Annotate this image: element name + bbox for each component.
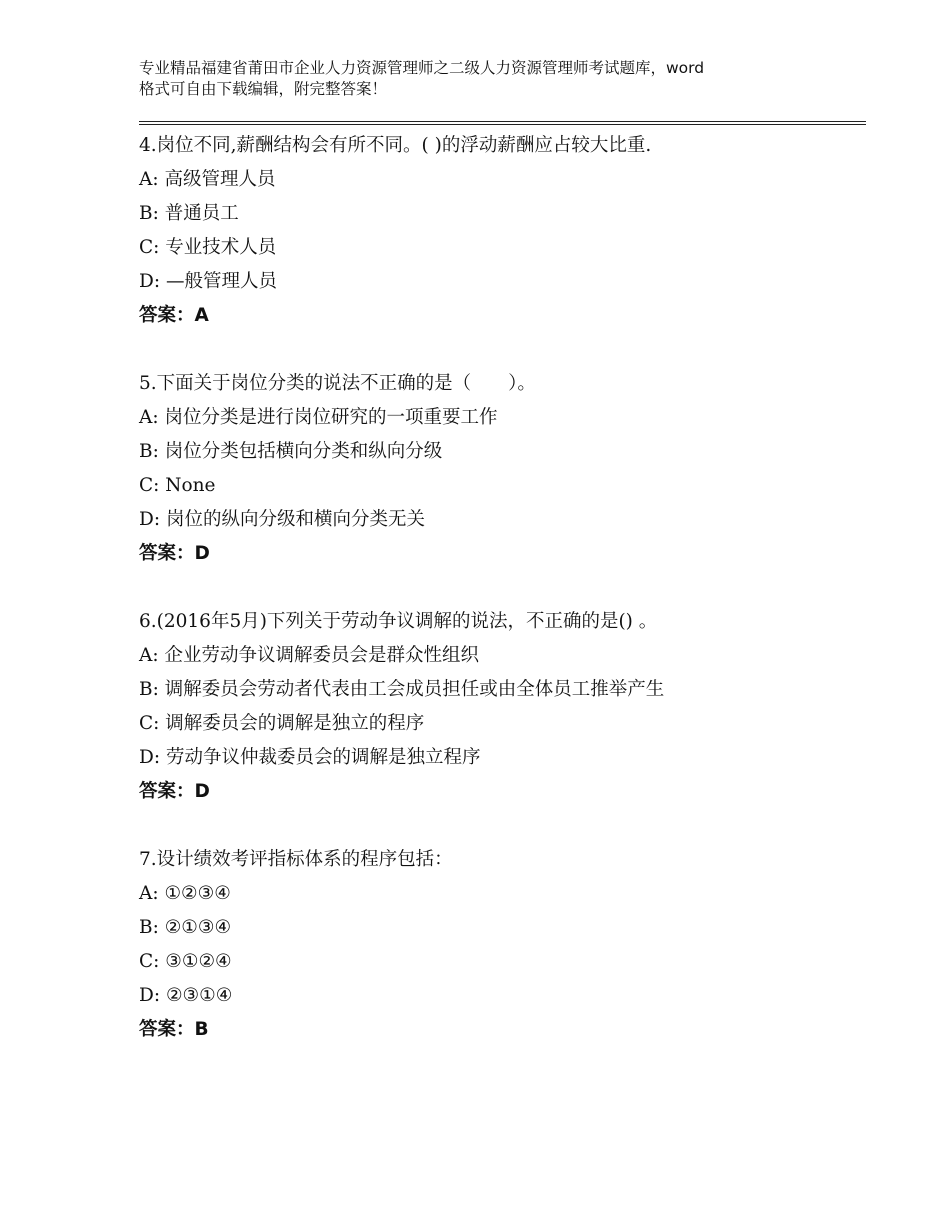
option-c: C: ③①②④ — [139, 951, 232, 972]
option-b: B: ②①③④ — [139, 917, 232, 938]
question-5 — [139, 367, 866, 571]
option-d: D: —般管理人员 — [139, 271, 277, 292]
question-stem: 7.设计绩效考评指标体系的程序包括： — [139, 849, 453, 870]
question-list — [139, 129, 866, 1081]
header-divider — [139, 121, 866, 125]
answer-line: 答案：D — [139, 543, 210, 564]
answer-line: 答案：D — [139, 781, 210, 802]
answer-line: 答案：A — [139, 305, 209, 326]
option-a: A: 企业劳动争议调解委员会是群众性组织 — [139, 645, 479, 666]
question-6 — [139, 605, 866, 809]
header-line-2: 格式可自由下载编辑，附完整答案！ — [139, 80, 388, 98]
answer-line: 答案：B — [139, 1019, 209, 1040]
question-stem: 5.下面关于岗位分类的说法不正确的是（ ）。 — [139, 373, 536, 394]
option-d: D: 劳动争议仲裁委员会的调解是独立程序 — [139, 747, 481, 768]
option-a: A: 岗位分类是进行岗位研究的一项重要工作 — [139, 407, 498, 428]
option-b: B: 调解委员会劳动者代表由工会成员担任或由全体员工推举产生 — [139, 679, 665, 700]
option-b: B: 岗位分类包括横向分类和纵向分级 — [139, 441, 443, 462]
option-d: D: 岗位的纵向分级和横向分类无关 — [139, 509, 425, 530]
option-c: C: 调解委员会的调解是独立的程序 — [139, 713, 425, 734]
option-a: A: ①②③④ — [139, 883, 231, 904]
document-header — [139, 58, 839, 100]
header-line-1: 专业精品福建省莆田市企业人力资源管理师之二级人力资源管理师考试题库，word — [139, 59, 705, 77]
option-c: C: 专业技术人员 — [139, 237, 277, 258]
option-c: C: None — [139, 475, 216, 496]
option-b: B: 普通员工 — [139, 203, 239, 224]
question-stem: 6.(2016年5月)下列关于劳动争议调解的说法，不正确的是() 。 — [139, 611, 658, 632]
option-a: A: 高级管理人员 — [139, 169, 276, 190]
option-d: D: ②③①④ — [139, 985, 233, 1006]
question-stem: 4.岗位不同,薪酬结构会有所不同。( )的浮动薪酬应占较大比重. — [139, 135, 652, 156]
question-7 — [139, 843, 866, 1047]
question-4 — [139, 129, 866, 333]
